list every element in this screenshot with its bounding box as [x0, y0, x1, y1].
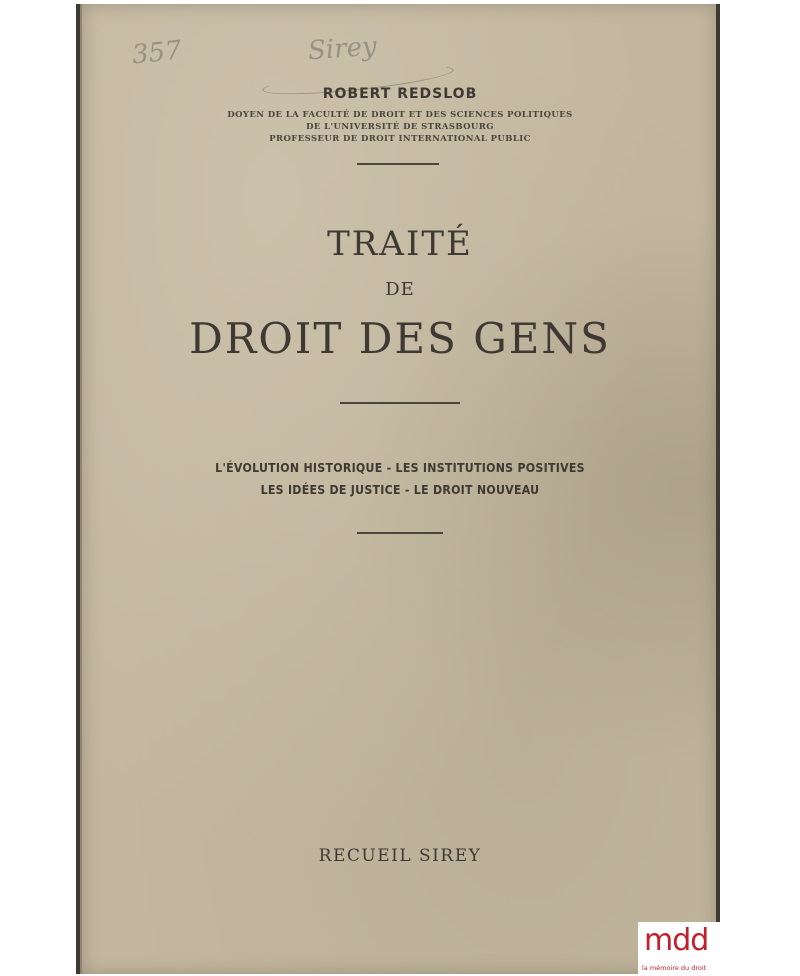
logo-tagline: la mémoire du droit: [642, 964, 707, 972]
divider-rule: [340, 402, 460, 404]
handwritten-number: 357: [130, 35, 184, 71]
author-credential-3: PROFESSEUR DE DROIT INTERNATIONAL PUBLIC: [269, 134, 531, 144]
title-line-3: DROIT DES GENS: [189, 314, 611, 363]
book-edge-right: [716, 4, 720, 974]
subtitle-line-1: L'ÉVOLUTION HISTORIQUE - LES INSTITUTIONS POSITIVES: [215, 460, 585, 475]
title-line-2: DE: [385, 279, 415, 300]
divider-rule: [357, 532, 443, 534]
author-credential-2: DE L'UNIVERSITÉ DE STRASBOURG: [306, 122, 494, 132]
logo-mark: mdd: [644, 923, 709, 958]
divider-rule: [357, 163, 439, 165]
author-credential-1: DOYEN DE LA FACULTÉ DE DROIT ET DES SCIENCES POLITIQUES: [227, 110, 573, 120]
watermark-logo: [638, 922, 720, 976]
publisher-name: RECUEIL SIREY: [318, 846, 482, 866]
subtitle-line-2: LES IDÉES DE JUSTICE - LE DROIT NOUVEAU: [260, 482, 540, 497]
handwritten-signature: Sirey: [307, 31, 378, 67]
title-line-1: TRAITÉ: [327, 224, 473, 264]
author-name: ROBERT REDSLOB: [322, 86, 478, 102]
